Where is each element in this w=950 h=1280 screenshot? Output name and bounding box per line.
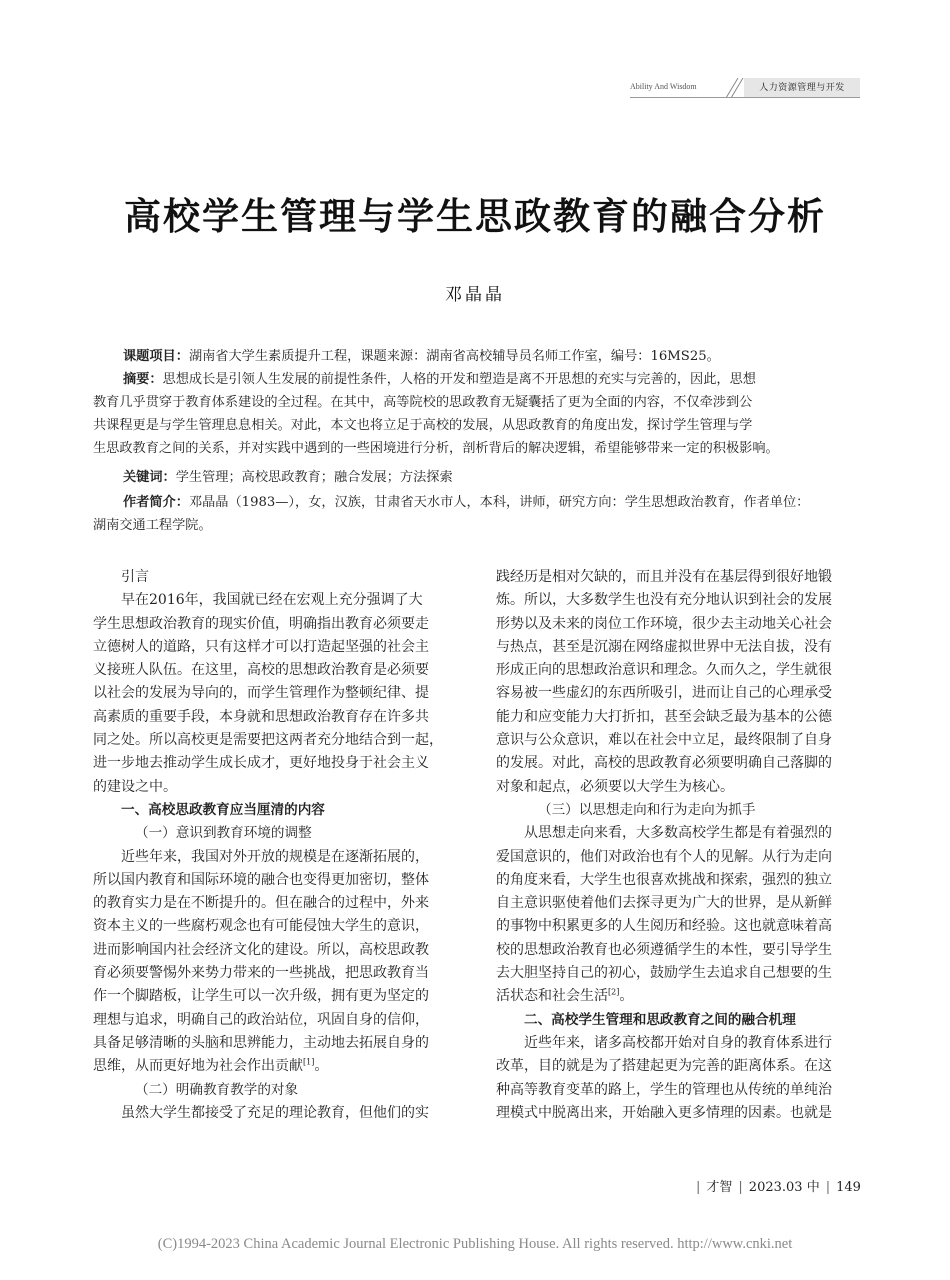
paragraph-line: 以社会的发展为导向的，而学生管理作为整顿纪律、提	[93, 685, 429, 702]
paragraph-line: 早在2016年，我国就已经在宏观上充分强调了大	[121, 592, 423, 609]
abstract	[93, 368, 859, 460]
folio-separator: |	[696, 1180, 701, 1195]
paragraph-line: 去大胆坚持自己的初心，鼓励学生去追求自己想要的生	[496, 965, 832, 982]
paragraph-line: 改革，目的就是为了搭建起更为完善的距离体系。在这	[496, 1058, 832, 1075]
body-right-column	[496, 566, 858, 1125]
keywords-label: 关键词：	[123, 470, 176, 485]
paragraph-line: 理想与追求，明确自己的政治站位，巩固自身的信仰，	[93, 1011, 429, 1028]
issue-label: 2023.03 中	[748, 1180, 820, 1195]
project-info	[93, 345, 859, 368]
paragraph-line: 自主意识驱使着他们去探寻更为广大的世界，是从新鲜	[496, 895, 832, 912]
project-text: 湖南省大学生素质提升工程，课题来源：湖南省高校辅导员名师工作室，编号：16MS25。	[188, 349, 720, 364]
section-2-heading: 二、高校学生管理和思政教育之间的融合机理	[524, 1011, 796, 1028]
paragraph-line	[496, 985, 858, 1008]
paragraph-line: 对象和起点，必须要以大学生为核心。	[496, 778, 734, 795]
paragraph-line: 的教育实力是在不断提升的。但在融合的过程中，外来	[93, 895, 429, 912]
copyright-notice: (C)1994-2023 China Academic Journal Electronic Publishing House. All rights reserved. http://www.cnki.net	[157, 1236, 793, 1252]
abstract-label: 摘要：	[123, 372, 163, 387]
section-1-heading: 一、高校思政教育应当厘清的内容	[121, 801, 325, 818]
paragraph-line: 虽然大学生都接受了充足的理论教育，但他们的实	[121, 1104, 429, 1121]
paragraph-text: 活状态和社会生活	[496, 988, 608, 1005]
citation-ref-1[interactable]: [1]	[303, 1057, 315, 1067]
journal-chinese-name: 才智	[706, 1180, 733, 1195]
paragraph-line: 的建设之中。	[93, 778, 177, 795]
bio-text: 邓晶晶（1983—），女，汉族，甘肃省天水市人，本科，讲师，研究方向：学生思想政治教育，作者单位：	[188, 495, 810, 510]
paragraph-line: 高素质的重要手段，本身就和思想政治教育存在许多共	[93, 708, 429, 725]
paragraph-line: 与热点，甚至是沉溺在网络虚拟世界中无法自拔，没有	[496, 638, 832, 655]
section-1-1-heading: （一）意识到教育环境的调整	[135, 825, 312, 842]
paragraph-line: 从思想走向来看，大多数高校学生都是有着强烈的	[524, 825, 832, 842]
abstract-line: 思想成长是引领人生发展的前提性条件，人格的开发和塑造是离不开思想的充实与完善的，因此，思想	[162, 372, 756, 387]
header-rule	[630, 97, 860, 98]
paragraph-line: 理模式中脱离出来，开始融入更多情理的因素。也就是	[496, 1104, 832, 1121]
paragraph-line: 意识与公众意识，难以在社会中立足，最终限制了自身	[496, 732, 832, 749]
header-slash-ornament	[716, 78, 744, 98]
paragraph-line: 形势以及未来的岗位工作环境，很少去主动地关心社会	[496, 615, 832, 632]
paragraph-line: 容易被一些虚幻的东西所吸引，进而让自己的心理承受	[496, 685, 832, 702]
paragraph-line: 爱国意识的，他们对政治也有个人的见解。从行为走向	[496, 848, 832, 865]
paragraph-line	[93, 1055, 455, 1078]
period: 。	[619, 988, 634, 1005]
paragraph-line: 所以国内教育和国际环境的融合也变得更加密切，整体	[93, 871, 429, 888]
page-folio	[690, 1176, 860, 1195]
paragraph-line: 的发展。对此，高校的思政教育必须要明确自己落脚的	[496, 755, 832, 772]
paragraph-line: 育必须要警惕外来势力带来的一些挑战，把思政教育当	[93, 965, 429, 982]
folio-separator: |	[825, 1180, 831, 1195]
paragraph-line: 炼。所以，大多数学生也没有充分地认识到社会的发展	[496, 592, 832, 609]
paragraph-line: 义接班人队伍。在这里，高校的思想政治教育是必须要	[93, 662, 429, 679]
journal-english-name: Ability And Wisdom	[630, 82, 697, 91]
paragraph-line: 的事物中积累更多的人生阅历和经验。这也就意味着高	[496, 918, 832, 935]
paragraph-line: 资本主义的一些腐朽观念也有可能侵蚀大学生的意识，	[93, 918, 429, 935]
bio-label: 作者简介：	[123, 495, 189, 510]
paragraph-line: 近些年来，诸多高校都开始对自身的教育体系进行	[524, 1034, 832, 1051]
paragraph-text: 思维，从而更好地为社会作出贡献	[93, 1058, 303, 1075]
author-bio	[93, 491, 859, 537]
section-1-2-heading: （二）明确教育教学的对象	[135, 1081, 299, 1098]
author-name: 邓晶晶	[445, 285, 505, 305]
paragraph-line: 种高等教育变革的路上，学生的管理也从传统的单纯治	[496, 1081, 832, 1098]
abstract-line: 生思政教育之间的关系，并对实践中遇到的一些困境进行分析，剖析背后的解决逻辑，希望能够带来一定的积极影响。	[93, 441, 779, 456]
section-1-3-heading: （三）以思想走向和行为走向为抓手	[538, 801, 756, 818]
paragraph-line: 同之处。所以高校更是需要把这两者充分地结合到一起，	[93, 732, 443, 749]
paragraph-line: 近些年来，我国对外开放的规模是在逐渐拓展的，	[121, 848, 429, 865]
running-header	[630, 78, 860, 98]
paragraph-line: 形成正向的思想政治意识和理念。久而久之，学生就很	[496, 662, 832, 679]
paragraph-line: 校的思想政治教育也必须遵循学生的本性，要引导学生	[496, 941, 832, 958]
project-label: 课题项目：	[123, 349, 189, 364]
bio-text-continued: 湖南交通工程学院。	[93, 518, 212, 533]
period: 。	[314, 1058, 329, 1075]
paragraph-line: 的角度来看，大学生也很喜欢挑战和探索，强烈的独立	[496, 871, 832, 888]
abstract-line: 教育几乎贯穿于教育体系建设的全过程。在其中，高等院校的思政教育无疑囊括了更为全面的内容，不仅牵涉到公	[93, 395, 753, 410]
keywords	[93, 466, 859, 489]
paragraph-line: 进一步地去推动学生成长成才，更好地投身于社会主义	[93, 755, 429, 772]
paragraph-line: 进而影响国内社会经济文化的建设。所以，高校思政教	[93, 941, 429, 958]
paragraph-line: 作一个脚踏板，让学生可以一次升级，拥有更为坚定的	[93, 988, 429, 1005]
intro-heading: 引言	[121, 569, 149, 585]
folio-separator: |	[738, 1180, 743, 1195]
page-number: 149	[836, 1180, 861, 1195]
paragraph-line: 能力和应变能力大打折扣，甚至会缺乏最为基本的公德	[496, 708, 832, 725]
paragraph-line: 学生思想政治教育的现实价值，明确指出教育必须要走	[93, 615, 429, 632]
body-left-column	[93, 566, 455, 1125]
paragraph-line: 践经历是相对欠缺的，而且并没有在基层得到很好地锻	[496, 569, 832, 585]
paragraph-line: 立德树人的道路，只有这样才可以打造起坚强的社会主	[93, 638, 429, 655]
paragraph-line: 具备足够清晰的头脑和思辨能力，主动地去拓展自身的	[93, 1034, 429, 1051]
section-label: 人力资源管理与开发	[744, 78, 860, 98]
keywords-text: 学生管理；高校思政教育；融合发展；方法探索	[175, 470, 453, 485]
citation-ref-2[interactable]: [2]	[608, 987, 620, 997]
abstract-line: 共课程更是与学生管理息息相关。对此，本文也将立足于高校的发展，从思政教育的角度出发，探讨学生管理与学	[93, 418, 753, 433]
article-title: 高校学生管理与学生思政教育的融合分析	[124, 194, 826, 238]
